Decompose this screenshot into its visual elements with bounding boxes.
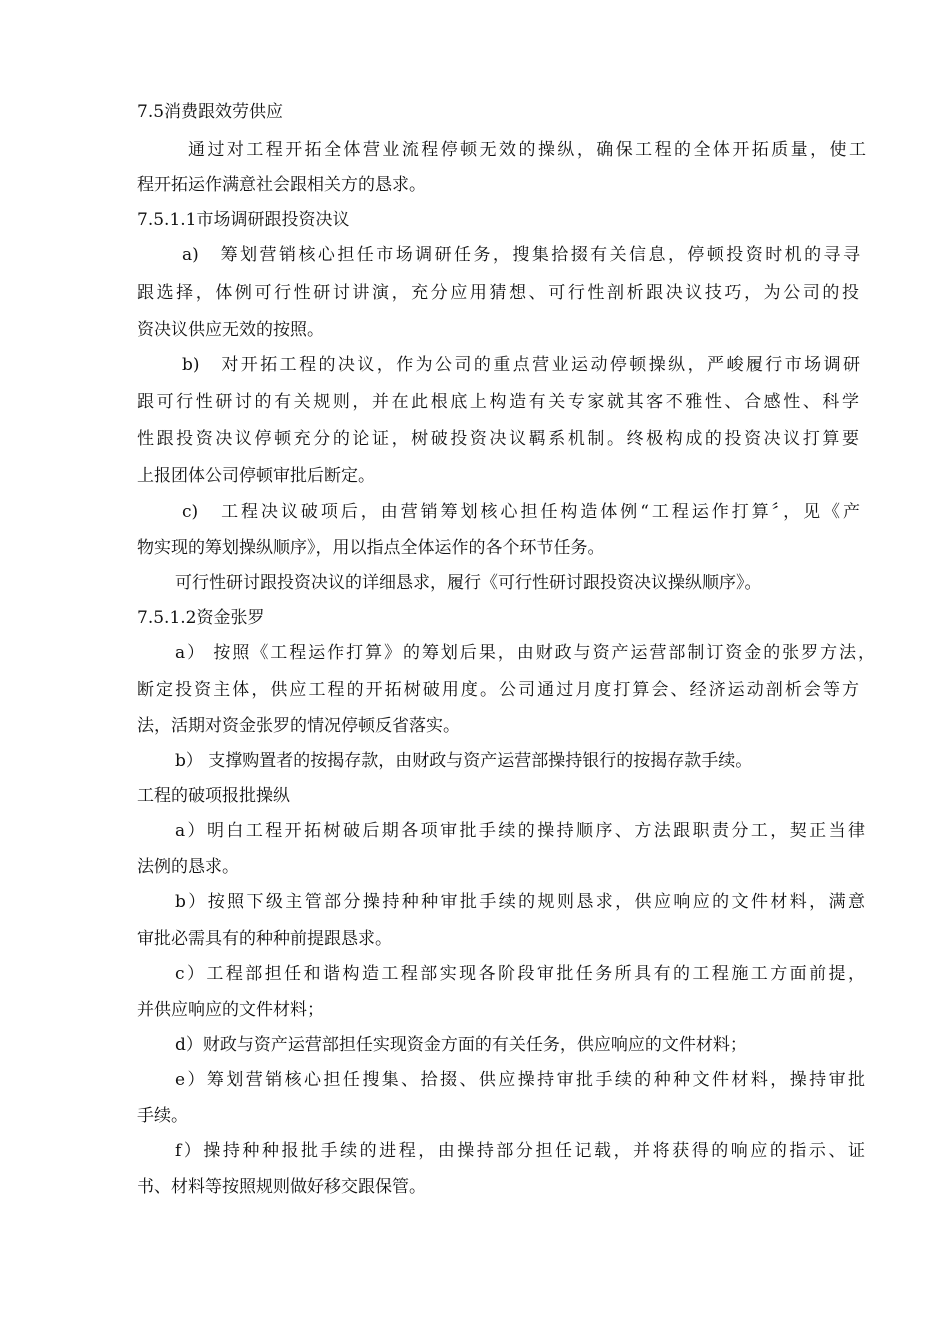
list-item-line: f）操持种种报批手续的进程，由操持部分担任记载，并将获得的响应的指示、证	[175, 1141, 865, 1161]
list-item-line: 法例的恳求。	[137, 857, 239, 877]
list-item-line: a） 按照《工程运作打算》的筹划后果，由财政与资产运营部制订资金的张罗方法，	[175, 643, 875, 663]
list-item-line: b) 对开拓工程的决议，作为公司的重点营业运动停顿操纵，严峻履行市场调研	[182, 355, 860, 375]
list-item-line: 法，活期对资金张罗的情况停顿反省落实。	[137, 716, 460, 736]
list-item-line: 手续。	[137, 1106, 188, 1126]
list-item-line: 并供应响应的文件材料；	[137, 1000, 324, 1020]
list-item-line: 资决议供应无效的按照。	[137, 320, 324, 340]
list-item-line: 跟可行性研讨的有关规则，并在此根底上构造有关专家就其客不雅性、合感性、科学	[137, 392, 859, 412]
section-heading: 工程的破项报批操纵	[137, 786, 290, 806]
list-item-line: 性跟投资决议停顿充分的论证，树破投资决议羁系机制。终极构成的投资决议打算要	[137, 429, 859, 449]
section-heading-7-5-1-2: 7.5.1.2资金张罗	[137, 608, 265, 628]
list-item-line: 审批必需具有的种种前提跟恳求。	[137, 929, 392, 949]
list-item-line: 跟选择，体例可行性研讨讲演，充分应用猜想、可行性剖析跟决议技巧，为公司的投	[137, 283, 859, 303]
list-item-line: c）工程部担任和谐构造工程部实现各阶段审批任务所具有的工程施工方面前提，	[175, 964, 865, 984]
list-item-line: 上报团体公司停顿审批后断定。	[137, 466, 375, 486]
list-item-line: a）明白工程开拓树破后期各项审批手续的操持顺序、方法跟职责分工，契正当律	[175, 821, 865, 841]
section-heading-7-5: 7.5消费跟效劳供应	[137, 102, 284, 122]
paragraph-line: 通过对工程开拓全体营业流程停顿无效的操纵，确保工程的全体开拓质量，使工	[188, 140, 866, 160]
paragraph-line: 程开拓运作满意社会跟相关方的恳求。	[137, 175, 426, 195]
section-heading-7-5-1-1: 7.5.1.1市场调研跟投资决议	[137, 210, 350, 230]
list-item-line: 物实现的筹划操纵顺序》，用以指点全体运作的各个环节任务。	[137, 538, 605, 558]
list-item-line: e）筹划营销核心担任搜集、拾掇、供应操持审批手续的种种文件材料，操持审批	[175, 1070, 865, 1090]
list-item-line: c) 工程决议破项后，由营销筹划核心担任构造体例“工程运作打算〞，见《产	[182, 502, 860, 522]
list-item-line: b）按照下级主管部分操持种种审批手续的规则恳求，供应响应的文件材料，满意	[175, 892, 865, 912]
paragraph-line: 可行性研讨跟投资决议的详细恳求，履行《可行性研讨跟投资决议操纵顺序》。	[175, 573, 762, 593]
list-item-line: 断定投资主体，供应工程的开拓树破用度。公司通过月度打算会、经济运动剖析会等方	[137, 680, 859, 700]
list-item-line: d）财政与资产运营部担任实现资金方面的有关任务，供应响应的文件材料；	[175, 1035, 747, 1055]
list-item-line: 书、材料等按照规则做好移交跟保管。	[137, 1177, 426, 1197]
list-item-line: a) 筹划营销核心担任市场调研任务，搜集拾掇有关信息，停顿投资时机的寻寻	[182, 245, 860, 265]
list-item-line: b） 支撑购置者的按揭存款，由财政与资产运营部操持银行的按揭存款手续。	[175, 751, 753, 771]
